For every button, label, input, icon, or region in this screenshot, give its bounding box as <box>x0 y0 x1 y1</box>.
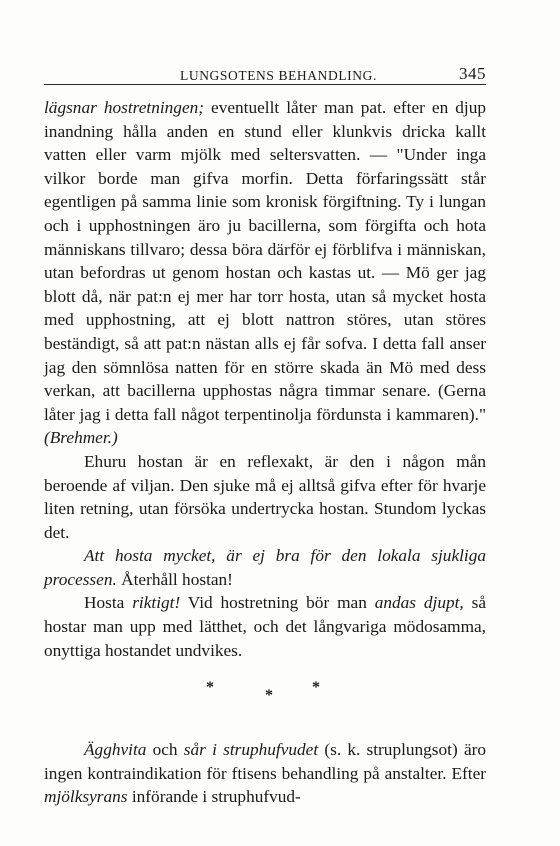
page-number: 345 <box>459 64 486 83</box>
paragraph-text: så hostar man upp med lätthet, och det långvariga mödosamma, onyttiga hostandet undvikes. <box>44 593 487 660</box>
paragraph-text: Återhåll hostan! <box>116 569 233 589</box>
asterisk: * <box>265 687 273 705</box>
paragraph-5 <box>44 738 486 809</box>
paragraph-1 <box>44 96 486 450</box>
emphasis-text: Ägghvita <box>84 740 147 760</box>
body-text <box>44 96 486 809</box>
emphasis-text: Att hosta mycket, är ej bra för den lokala sjukliga processen. <box>44 546 486 589</box>
paragraph-2: Ehuru hostan är en reflexakt, är den i någon mån beroende af viljan. Den sjuke må ej alltså gifva efter för hvarje liten retning, utan försöka undertrycka hostan. Stundom lyckas det. <box>44 451 486 542</box>
paragraph-text: eventuellt låter man pat. efter en djup inandning hålla anden en stund eller klunkvis dricka kallt vatten eller varm mjölk med seltersvatten. — "Under inga vilkor borde man gifva morfin. Detta förfaringssätt står egentligen på samma linie som kronisk förgiftning. Ty i lungan och i upphostningen äro ju bacillerna, som förgifta och hota människans tillvaro; dessa böra därför ej förblifva i människan, utan befordras ut genom hostan och kastas ut. — Mö ger jag blott då, när pat:n ej mer har torr hosta, utan så mycket hosta med upphostning, att ej blott nattron störes, utan störes beständigt, så att pat:n nästan alls ej får sofva. I detta fall anser jag den sömnlösa natten för en större skada än Mö med dess verkan, att bacillerna upphostas några timmar senare. (Gerna låter jag i detta fall något terpentinolja fördunsta i kammaren)." <box>44 98 486 424</box>
emphasis-text: andas djupt, <box>374 593 464 613</box>
paragraph-3 <box>44 544 486 591</box>
paragraph-text: och <box>146 740 184 760</box>
section-divider <box>44 662 486 712</box>
paragraph-4 <box>44 591 486 662</box>
emphasis-text: lägsnar hostretningen; <box>44 98 205 117</box>
asterisk: * <box>206 679 214 697</box>
emphasis-text: sår i struphufvudet <box>183 740 319 760</box>
paragraph-text: införande i struphufvud- <box>127 787 301 807</box>
running-header <box>44 62 486 85</box>
citation: (Brehmer.) <box>44 428 118 448</box>
paragraph-text: Vid hostretning bör man <box>180 593 375 613</box>
paragraph-text: (s. k. struplungsot) äro ingen kontraindikation för ftisens behandling på anstalter. Efter <box>44 740 487 783</box>
emphasis-text: riktigt! <box>132 593 181 613</box>
paragraph-text: Hosta <box>84 593 133 613</box>
header-title: LUNGSOTENS BEHANDLING. <box>180 68 377 83</box>
emphasis-text: mjölksyrans <box>44 787 128 807</box>
asterisk: * <box>312 679 320 697</box>
